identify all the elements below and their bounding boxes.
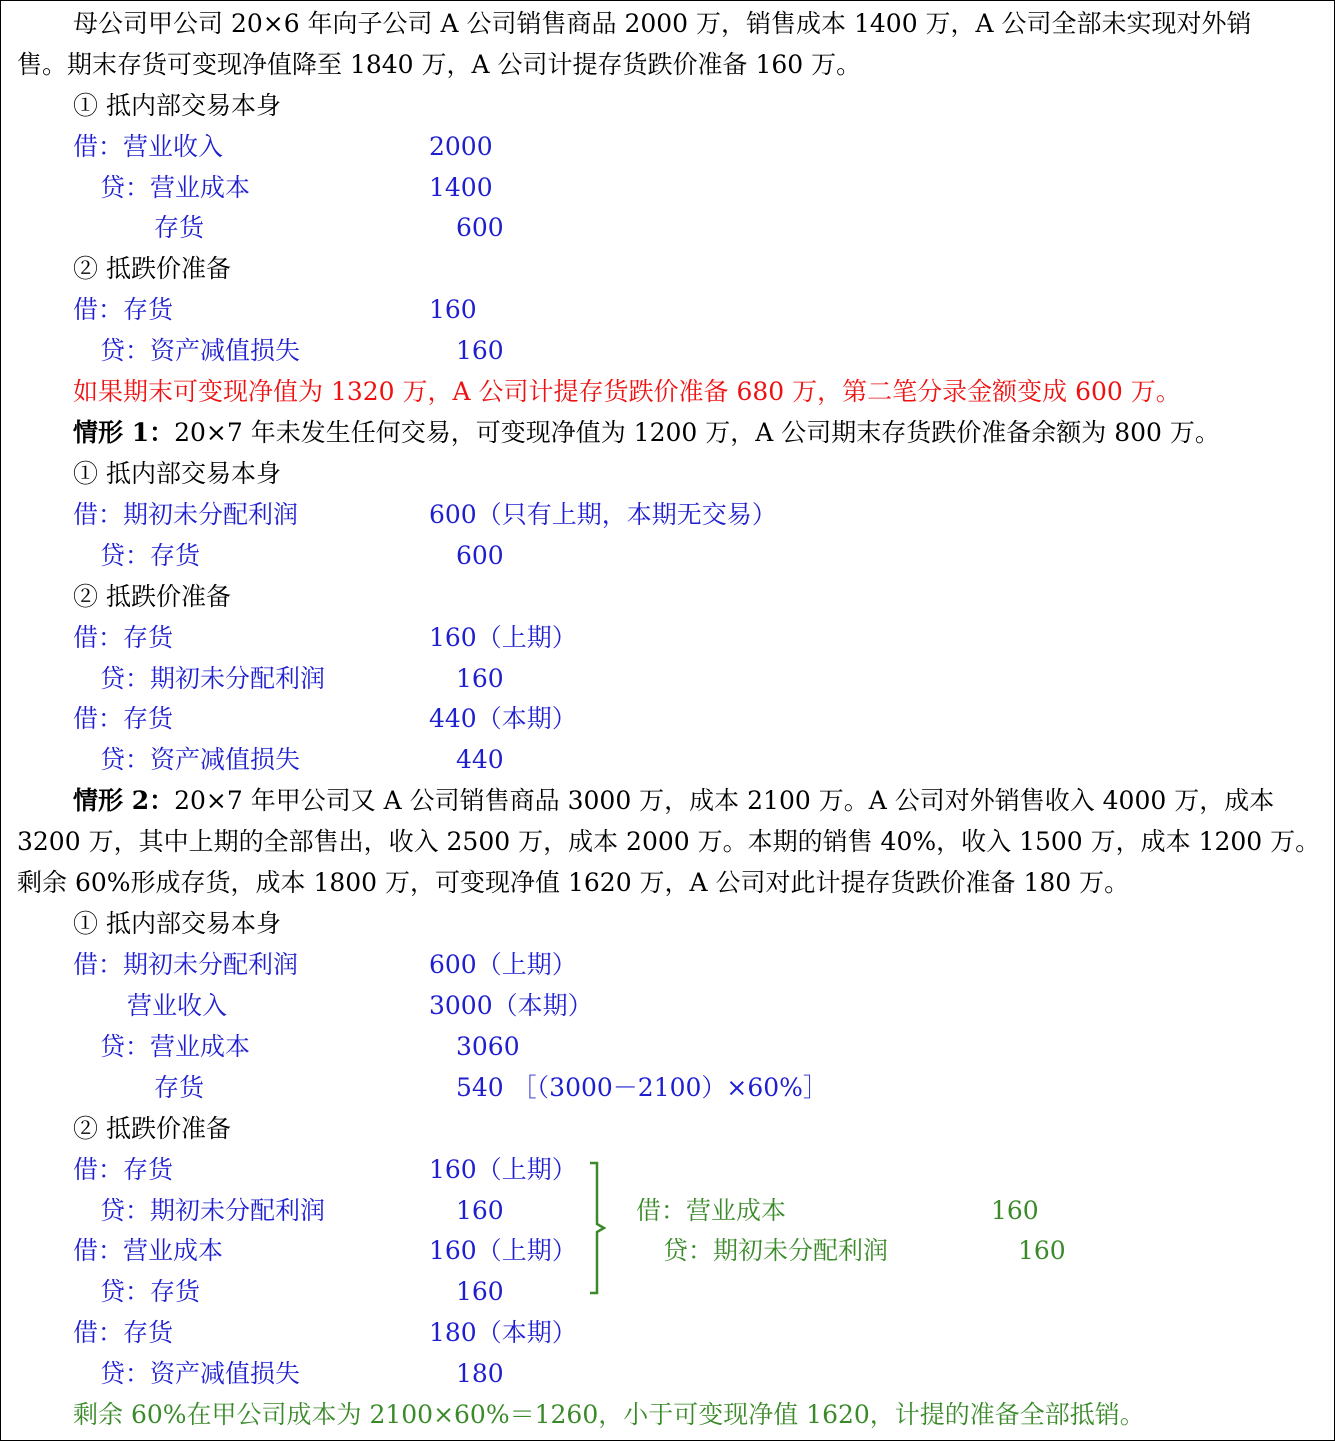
case2-entry1-credit-amount: 3060 [456,1032,520,1061]
case2-description-1: 20×7 年甲公司又 A 公司销售商品 3000 万，成本 2100 万。A 公司对外销售收入 4000 万，成本 [174,786,1275,815]
case1-entry3-debit-label: 借：存货 [73,704,174,733]
case2-header [73,780,1274,821]
case1-entry1-debit-label: 借：期初未分配利润 [73,500,299,529]
intro-line-2: 售。期末存货可变现净值降至 1840 万，A 公司计提存货跌价准备 160 万。 [17,50,862,79]
case1-entry2-credit-label: 贷：期初未分配利润 [100,664,326,693]
case2-entry4-credit-label: 贷：资产减值损失 [100,1359,301,1388]
case2-entry1-debit-label: 借：期初未分配利润 [73,950,299,979]
s0-entry1-debit-amount: 2000 [429,132,493,161]
case1-entry2-debit-label: 借：存货 [73,623,174,652]
s0-red-note: 如果期末可变现净值为 1320 万，A 公司计提存货跌价准备 680 万，第二笔分录金额变成 600 万。 [73,377,1181,406]
case2-heading-1: ① 抵内部交易本身 [73,909,281,938]
case1-entry3-debit-amount: 440（本期） [429,704,577,733]
case2-entry2-debit-label: 借：存货 [73,1155,174,1184]
s0-entry2-debit-amount: 160 [429,295,477,324]
case1-entry1-debit-amount: 600（只有上期，本期无交易） [429,500,777,529]
s0-entry1-credit2-label: 存货 [154,213,205,242]
case1-title: 情形 1： [73,418,175,447]
case2-entry4-debit-amount: 180（本期） [429,1318,577,1347]
case2-entry2-credit-label: 贷：期初未分配利润 [100,1196,326,1225]
case2-entry1-debit-amount: 600（上期） [429,950,577,979]
merged-debit-label: 借：营业成本 [636,1196,787,1225]
s0-entry1-credit-label: 贷：营业成本 [100,173,251,202]
right-curly-bracket [587,1161,617,1295]
case2-entry4-debit-label: 借：存货 [73,1318,174,1347]
case2-entry4-credit-amount: 180 [456,1359,504,1388]
s0-entry2-debit-label: 借：存货 [73,295,174,324]
case2-entry1-debit2-label: 营业收入 [127,991,228,1020]
s0-entry1-debit-label: 借：营业收入 [73,132,224,161]
case1-entry2-debit-amount: 160（上期） [429,623,577,652]
case2-description-3: 剩余 60%形成存货，成本 1800 万，可变现净值 1620 万，A 公司对此计提存货跌价准备 180 万。 [17,868,1130,897]
case2-conclusion: 剩余 60%在甲公司成本为 2100×60%＝1260，小于可变现净值 1620，计提的准备全部抵销。 [73,1400,1145,1429]
case2-entry3-debit-amount: 160（上期） [429,1236,577,1265]
case1-entry2-credit-amount: 160 [456,664,504,693]
case2-entry2-credit-amount: 160 [456,1196,504,1225]
case1-description: 20×7 年未发生任何交易，可变现净值为 1200 万，A 公司期末存货跌价准备余额为 800 万。 [174,418,1220,447]
case2-entry1-debit2-amount: 3000（本期） [429,991,593,1020]
case1-entry3-credit-amount: 440 [456,745,504,774]
merged-credit-label: 贷：期初未分配利润 [663,1236,889,1265]
section0-heading-1: ① 抵内部交易本身 [73,91,281,120]
case2-entry3-debit-label: 借：营业成本 [73,1236,224,1265]
s0-entry2-credit-amount: 160 [456,336,504,365]
s0-entry1-credit-amount: 1400 [429,173,493,202]
case1-header [73,412,1220,453]
case1-entry1-credit-amount: 600 [456,541,504,570]
merged-debit-amount: 160 [991,1196,1039,1225]
case1-entry1-credit-label: 贷：存货 [100,541,201,570]
merged-credit-amount: 160 [1018,1236,1066,1265]
case2-heading-2: ② 抵跌价准备 [73,1114,231,1143]
case2-entry1-credit2-label: 存货 [154,1073,205,1102]
case2-description-2: 3200 万，其中上期的全部售出，收入 2500 万，成本 2000 万。本期的销售 40%，收入 1500 万，成本 1200 万。 [17,827,1321,856]
case2-entry3-credit-label: 贷：存货 [100,1277,201,1306]
case2-title: 情形 2： [73,786,175,815]
s0-entry1-credit2-amount: 600 [456,213,504,242]
case1-entry3-credit-label: 贷：资产减值损失 [100,745,301,774]
section0-heading-2: ② 抵跌价准备 [73,254,231,283]
case2-entry2-debit-amount: 160（上期） [429,1155,577,1184]
case2-entry1-credit-label: 贷：营业成本 [100,1032,251,1061]
case1-heading-2: ② 抵跌价准备 [73,582,231,611]
s0-entry2-credit-label: 贷：资产减值损失 [100,336,301,365]
case2-entry1-credit2-amount: 540 ［（3000－2100）×60%］ [456,1073,828,1102]
case1-heading-1: ① 抵内部交易本身 [73,459,281,488]
intro-line-1: 母公司甲公司 20×6 年向子公司 A 公司销售商品 2000 万，销售成本 1400 万，A 公司全部未实现对外销 [73,9,1252,38]
case2-entry3-credit-amount: 160 [456,1277,504,1306]
